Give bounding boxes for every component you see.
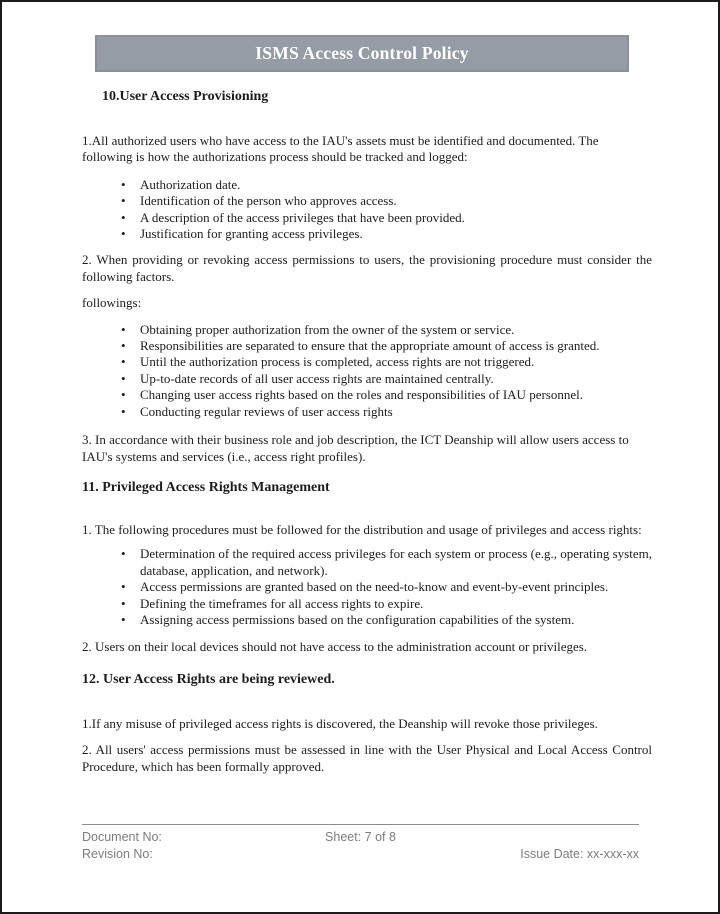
paragraph: followings: bbox=[82, 295, 142, 311]
paragraph: 1. The following procedures must be followed for the distribution and usage of privileges and access rights: bbox=[82, 521, 642, 537]
list-item: • Defining the timeframes for all access rights to expire. bbox=[82, 596, 652, 612]
list-item: • Changing user access rights based on the roles and responsibilities of IAU personnel. bbox=[82, 387, 652, 403]
document-body bbox=[82, 72, 652, 775]
paragraph: 3. In accordance with their business role and job description, the ICT Deanship will allow users access to IAU's systems and services (i.e., access right profiles). bbox=[82, 432, 629, 464]
page-footer bbox=[82, 824, 639, 863]
list-item: • Identification of the person who approves access. bbox=[82, 193, 652, 209]
issue-date-label: Issue Date: xx-xxx-xx bbox=[520, 847, 639, 861]
document-title: ISMS Access Control Policy bbox=[255, 43, 469, 63]
list-item: • Justification for granting access privileges. bbox=[82, 226, 652, 242]
list-item: • Assigning access permissions based on the configuration capabilities of the system. bbox=[82, 612, 652, 628]
list-item: • Obtaining proper authorization from the owner of the system or service. bbox=[82, 322, 652, 338]
list-item: • Conducting regular reviews of user access rights bbox=[82, 404, 652, 420]
list-item: • A description of the access privileges that have been provided. bbox=[82, 210, 652, 226]
section-11-heading: 11. Privileged Access Rights Management bbox=[82, 479, 330, 495]
list-item: • Determination of the required access privileges for each system or process (e.g., operating system, database, application, and network). bbox=[82, 546, 652, 579]
bullet-list-authorization-tracking bbox=[82, 177, 652, 243]
list-item: • Responsibilities are separated to ensure that the appropriate amount of access is granted. bbox=[82, 338, 652, 354]
section-12-heading: 12. User Access Rights are being reviewed. bbox=[82, 671, 335, 687]
paragraph: 2. When providing or revoking access permissions to users, the provisioning procedure must consider the following factors. bbox=[82, 252, 652, 284]
paragraph: 2. Users on their local devices should not have access to the administration account or privileges. bbox=[82, 639, 588, 655]
bullet-list-privileged-access bbox=[82, 546, 652, 628]
title-banner bbox=[95, 35, 629, 72]
paragraph: 1.If any misuse of privileged access rights is discovered, the Deanship will revoke those privileges. bbox=[82, 715, 598, 731]
paragraph: 1.All authorized users who have access to the IAU's assets must be identified and documented. The following is how the authorizations process should be tracked and logged: bbox=[82, 133, 599, 165]
revision-no-label: Revision No: bbox=[82, 847, 153, 861]
document-no-label: Document No: bbox=[82, 830, 162, 844]
bullet-list-provisioning-factors bbox=[82, 322, 652, 420]
sheet-number-label: Sheet: 7 of 8 bbox=[325, 830, 396, 844]
list-item: • Authorization date. bbox=[82, 177, 652, 193]
list-item: • Access permissions are granted based on the need-to-know and event-by-event principles. bbox=[82, 579, 652, 595]
list-item: • Until the authorization process is completed, access rights are not triggered. bbox=[82, 354, 652, 370]
section-10-heading: 10.User Access Provisioning bbox=[102, 89, 269, 104]
list-item: • Up-to-date records of all user access rights are maintained centrally. bbox=[82, 371, 652, 387]
paragraph: 2. All users' access permissions must be assessed in line with the User Physical and Local Access Control Procedure, which has been formally approved. bbox=[82, 742, 652, 774]
